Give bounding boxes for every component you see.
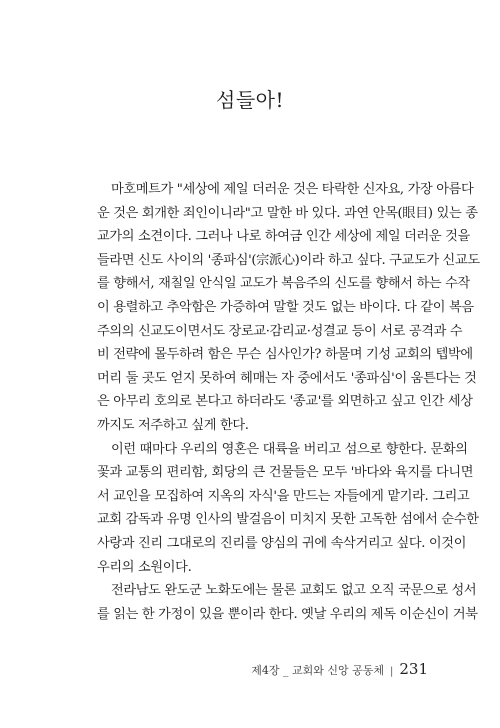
text-line: 전라남도 완도군 노화도에는 물론 교회도 없고 오직 국문으로 성서: [111, 583, 477, 599]
text-line: 를 향해서, 재칠일 안식일 교도가 복음주의 신도를 향해서 하는 수작: [97, 276, 470, 292]
text-line: 이런 때마다 우리의 영혼은 대륙을 버리고 섬으로 향한다. 문화의: [111, 441, 468, 457]
text-line: 를 읽는 한 가정이 있을 뿐이라 한다. 옛날 우리의 제독 이순신이 거북: [97, 606, 478, 622]
text-line: 마호메트가 "세상에 제일 더러운 것은 타락한 신자요, 가장 아름다: [111, 182, 474, 197]
page-number: 231: [399, 660, 428, 678]
text-line: 교회 감독과 유명 인사의 발걸음이 미치지 못한 고독한 섬에서 순수한: [97, 512, 479, 528]
paragraph: [97, 178, 480, 438]
text-line: 머리 둘 곳도 얻지 못하여 헤매는 자 중에서도 '종파심'이 움튼다는 것: [97, 370, 477, 386]
page-footer: [251, 660, 428, 678]
text-line: 들라면 신도 사이의 '종파심'(宗派心)이라 하고 싶다. 구교도가 신교도: [97, 252, 480, 268]
text-line: 이 용렬하고 추악함은 가증하여 말할 것도 없는 바이다. 다 같이 복음: [97, 299, 474, 315]
text-line: 운 것은 회개한 죄인이니라"고 말한 바 있다. 과연 안목(眼目) 있는 종: [97, 205, 478, 221]
paragraph: [97, 579, 478, 626]
footer-separator: |: [389, 666, 394, 677]
body-text: [97, 178, 480, 626]
text-line: 사랑과 진리 그대로의 진리를 양심의 귀에 속삭거리고 싶다. 이것이: [97, 535, 467, 551]
text-line: 까지도 저주하고 싶게 한다.: [97, 417, 249, 433]
text-line: 우리의 소원이다.: [97, 559, 192, 575]
running-head: 제4장 _ 교회와 신앙 공동체: [251, 664, 384, 677]
text-line: 꽃과 교통의 편리함, 회당의 큰 건물들은 모두 '바다와 육지를 다니면: [97, 465, 474, 481]
paragraph: [97, 438, 479, 580]
text-line: 교가의 소견이다. 그러나 나로 하여금 인간 세상에 제일 더러운 것을: [97, 229, 470, 245]
text-line: 주의의 신교도이면서도 장로교·감리교·성결교 등이 서로 공격과 수: [97, 323, 463, 339]
text-line: 비 전략에 몰두하려 함은 무슨 심사인가? 하물며 기성 교회의 텝박에: [97, 347, 473, 363]
text-line: 서 교인을 모집하여 지옥의 자식'을 만드는 자들에게 맡기라. 그리고: [97, 488, 470, 504]
chapter-title: 섬들아!: [216, 88, 284, 112]
text-line: 은 아무리 호의로 본다고 하더라도 '종교'를 외면하고 싶고 인간 세상: [97, 394, 473, 410]
